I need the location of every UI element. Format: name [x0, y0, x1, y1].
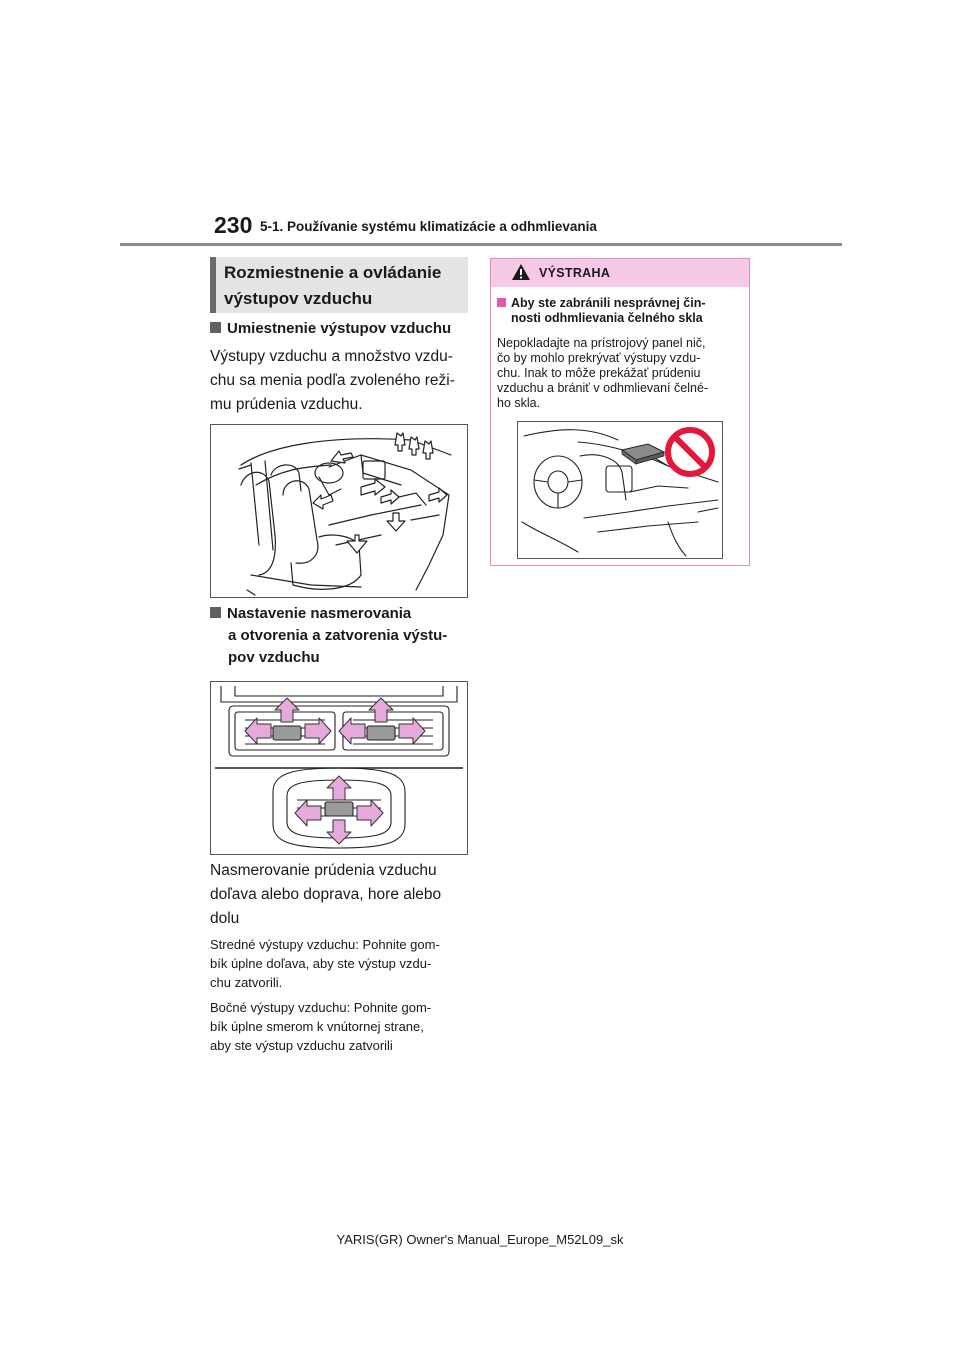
chapter-title: 5-1. Používanie systému klimatizácie a odhmlievania: [260, 219, 597, 234]
subheading-text: a otvorenia a zatvorenia výstu-: [228, 627, 448, 644]
text-line: vzduchu a brániť v odhmlievaní čelné-: [497, 381, 709, 395]
warning-header: [491, 259, 749, 287]
bullet-square-icon: [210, 607, 221, 618]
warning-text: [497, 336, 745, 411]
bullet-square-icon: [210, 322, 221, 333]
text-line: čo by mohlo prekrývať výstupy vzdu-: [497, 351, 701, 365]
text-line: ho skla.: [497, 396, 541, 410]
text-line: Stredné výstupy vzduchu: Pohnite gom-: [210, 937, 440, 952]
subheading-text: Nastavenie nasmerovania: [227, 605, 412, 622]
subheading-text: Aby ste zabránili nesprávnej čin-: [511, 296, 706, 310]
text-line: bík úplne smerom k vnútornej strane,: [210, 1019, 424, 1034]
warning-triangle-icon: [511, 263, 531, 281]
text-line: mu prúdenia vzduchu.: [210, 396, 363, 413]
direction-text: [210, 859, 472, 931]
subheading-text: Umiestnenie výstupov vzduchu: [227, 320, 452, 337]
outlet-locations-text: [210, 345, 472, 417]
section-title-line-2: výstupov vzduchu: [224, 289, 373, 308]
car-interior-airflow-figure: [210, 424, 468, 598]
text-line: Výstupy vzduchu a množstvo vzdu-: [210, 348, 453, 365]
text-line: aby ste výstup vzduchu zatvorili: [210, 1038, 393, 1053]
warning-box: [490, 258, 750, 566]
text-line: chu. Inak to môže prekážať prúdeniu: [497, 366, 701, 380]
center-vents-note: [210, 935, 472, 992]
text-line: Nepokladajte na prístrojový panel nič,: [497, 336, 706, 350]
header-divider: [120, 243, 842, 246]
text-line: bík úplne doľava, aby ste výstup vzdu-: [210, 956, 432, 971]
dashboard-prohibition-figure: [517, 421, 723, 559]
text-line: chu sa menia podľa zvoleného reži-: [210, 372, 455, 389]
subheading-outlet-locations: [210, 318, 451, 340]
bullet-square-icon: [497, 298, 506, 307]
text-line: chu zatvorili.: [210, 975, 283, 990]
prohibition-icon: [668, 430, 712, 474]
side-vents-note: [210, 998, 472, 1055]
warning-title: VÝSTRAHA: [539, 266, 611, 280]
text-line: dolu: [210, 910, 240, 927]
subheading-text: nosti odhmlievania čelného skla: [511, 311, 703, 325]
section-title-line-1: Rozmiestnenie a ovládanie: [224, 263, 442, 282]
page-number: 230: [214, 212, 253, 238]
dashboard-illustration: [518, 422, 722, 558]
subheading-text: pov vzduchu: [228, 649, 320, 666]
air-vents-illustration: [211, 682, 467, 854]
text-line: doľava alebo doprava, hore alebo: [210, 886, 442, 903]
footer-manual-id: YARIS(GR) Owner's Manual_Europe_M52L09_sk: [336, 1232, 624, 1247]
car-interior-illustration: [211, 425, 467, 597]
warning-subheading: [497, 296, 743, 326]
air-vents-direction-figure: [210, 681, 468, 855]
text-line: Bočné výstupy vzduchu: Pohnite gom-: [210, 1000, 432, 1015]
text-line: Nasmerovanie prúdenia vzduchu: [210, 862, 437, 879]
subheading-direction-adjustment: [210, 603, 447, 669]
section-title-box: [210, 257, 468, 313]
